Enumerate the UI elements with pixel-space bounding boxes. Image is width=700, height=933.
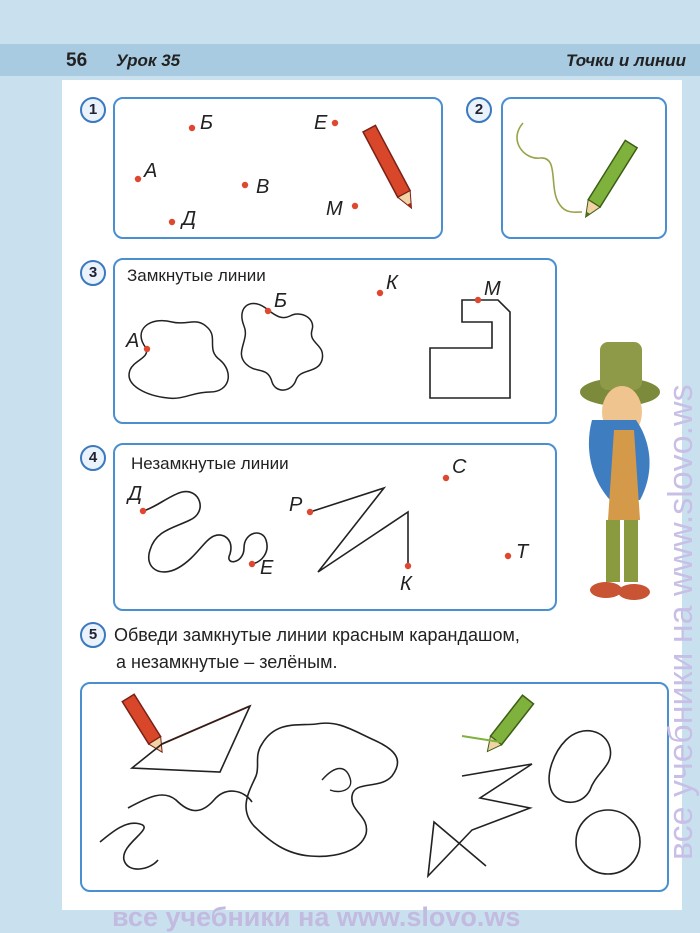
shape-small-blob — [549, 731, 610, 803]
closed-point-label-a: А — [126, 330, 140, 352]
lesson-title: Урок 35 — [116, 51, 181, 70]
open-point-label-e: Е — [260, 557, 274, 579]
closed-point-m — [475, 297, 481, 303]
point-label-e: Е — [314, 112, 328, 134]
closed-point-label-m: М — [484, 278, 501, 300]
open-point-s — [443, 475, 449, 481]
vertical-watermark-text: все учебники на www.slovo.ws — [662, 384, 700, 860]
instruction-line-1: Обведи замкнутые линии красным карандашом, — [114, 625, 520, 645]
closed-point-a — [144, 346, 150, 352]
closed-blob-b — [241, 303, 322, 390]
shape-zigzag — [428, 764, 532, 876]
open-point-r — [307, 509, 313, 515]
open-point-t — [505, 553, 511, 559]
open-point-label-d: Д — [128, 483, 143, 505]
open-polyline-r-k — [310, 488, 408, 572]
task-5-badge: 5 — [80, 622, 106, 648]
open-point-label-k: К — [400, 573, 412, 595]
red-pencil-icon — [363, 125, 418, 211]
point-a — [135, 176, 141, 182]
task-5-green-pencil-icon — [482, 695, 534, 756]
shape-wave-2 — [100, 823, 158, 869]
open-curve-d-e — [143, 492, 267, 572]
bottom-watermark: все учебники на www.slovo.ws — [112, 902, 521, 932]
task-1-badge: 1 — [80, 97, 106, 123]
task-5-red-pencil-icon — [122, 694, 168, 756]
shape-inner-curve — [322, 769, 351, 792]
page-number: 56 — [66, 50, 88, 71]
shape-circle — [576, 810, 640, 874]
point-b — [189, 125, 195, 131]
open-point-label-s: С — [452, 456, 467, 478]
task-3-points — [144, 290, 481, 352]
shape-large-blob — [246, 723, 398, 856]
task-4-badge: 4 — [80, 445, 106, 471]
vertical-watermark — [654, 120, 700, 860]
point-label-v: В — [256, 176, 270, 198]
task-2-sample-line — [517, 123, 582, 212]
open-lines-heading: Незамкнутые линии — [131, 454, 289, 473]
character-illustration — [580, 342, 660, 600]
closed-blob-a — [129, 321, 228, 399]
task-4-points — [140, 475, 511, 569]
point-m — [352, 203, 358, 209]
point-e — [332, 120, 338, 126]
point-label-b: Б — [200, 112, 214, 134]
topic-title: Точки и линии — [565, 51, 686, 70]
closed-polygon-m — [430, 300, 510, 398]
shape-wave-1 — [128, 791, 252, 810]
closed-point-b — [265, 308, 271, 314]
task-3-badge: 3 — [80, 260, 106, 286]
closed-lines-heading: Замкнутые линии — [127, 266, 266, 285]
open-point-d — [140, 508, 146, 514]
open-point-e — [249, 561, 255, 567]
instruction-line-2: а незамкнутые – зелёным. — [116, 652, 338, 672]
point-d — [169, 219, 175, 225]
task-2-badge: 2 — [466, 97, 492, 123]
point-v — [242, 182, 248, 188]
point-label-d: Д — [182, 208, 197, 230]
task-1-points — [135, 120, 358, 225]
open-point-k — [405, 563, 411, 569]
open-point-label-r: Р — [289, 494, 303, 516]
open-point-label-t: Т — [516, 541, 529, 563]
point-label-a: А — [144, 160, 158, 182]
point-label-m: М — [326, 198, 343, 220]
closed-point-label-b: Б — [274, 290, 288, 312]
green-pencil-icon — [580, 140, 637, 220]
closed-point-label-k: К — [386, 272, 398, 294]
closed-point-k — [377, 290, 383, 296]
